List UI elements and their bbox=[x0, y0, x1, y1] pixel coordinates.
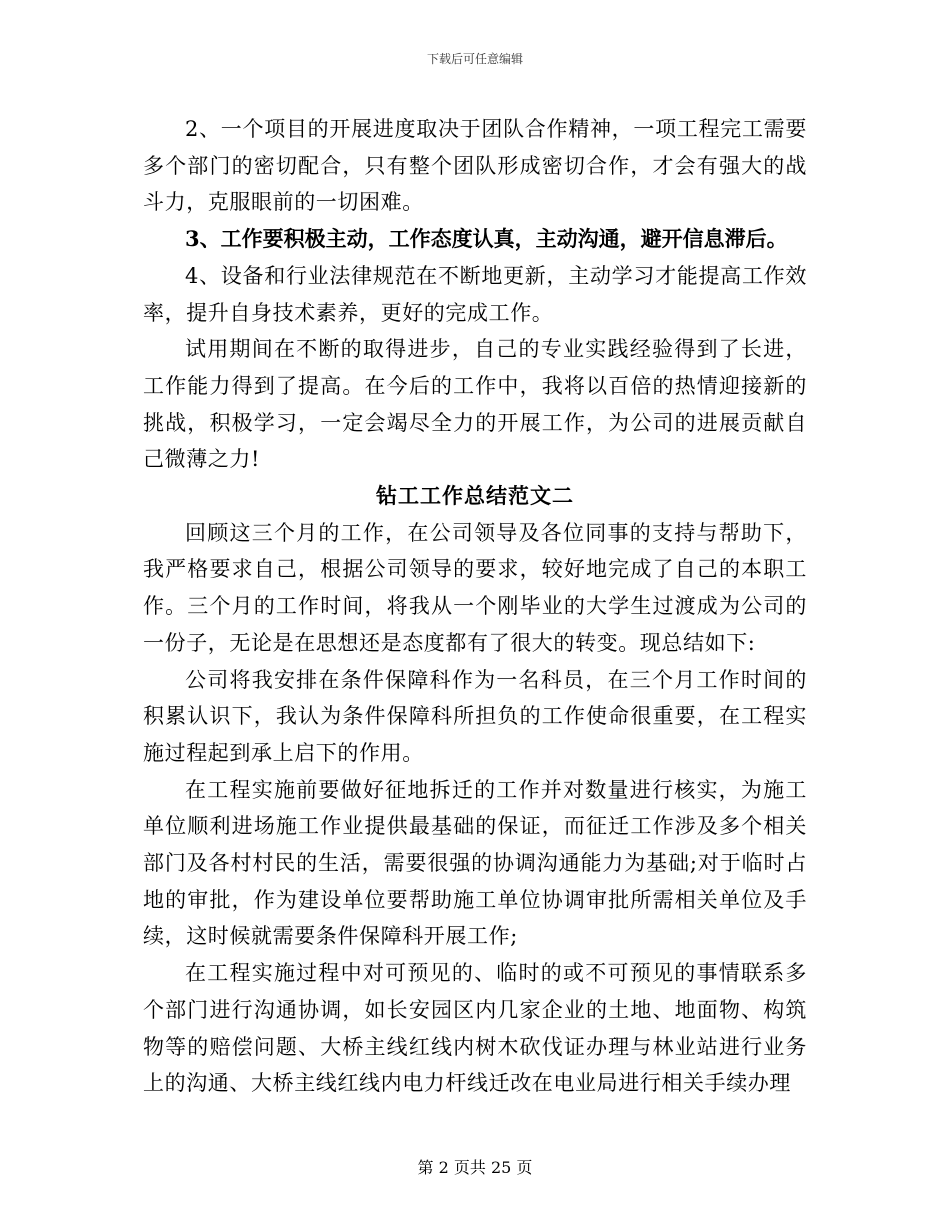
section-title: 钻工工作总结范文二 bbox=[376, 483, 574, 509]
paragraph-probation-summary: 试用期间在不断的取得进步，自己的专业实践经验得到了长进，工作能力得到了提高。在今后的工作中，我将以百倍的热情迎接新的挑战，积极学习，一定会竭尽全力的开展工作，为公司的进展贡献自己微薄之力! bbox=[143, 337, 807, 472]
document-body bbox=[143, 111, 807, 1102]
paragraph-assignment: 公司将我安排在条件保障科作为一名科员，在三个月工作时间的积累认识下，我认为条件保障科所担负的工作使命很重要，在工程实施过程起到承上启下的作用。 bbox=[143, 667, 807, 765]
paragraph-learning: 4、设备和行业法律规范在不断地更新，主动学习才能提高工作效率，提升自身技术素养，更好的完成工作。 bbox=[143, 263, 807, 325]
page-number: 第 2 页共 25 页 bbox=[417, 1158, 533, 1177]
paragraph-land-acquisition: 在工程实施前要做好征地拆迁的工作并对数量进行核实，为施工单位顺利进场施工作业提供最基础的保证，而征迁工作涉及多个相关部门及各村村民的生活，需要很强的协调沟通能力为基础;对于临时占地的审批，作为建设单位要帮助施工单位协调审批所需相关单位及手续，这时候就需要条件保障科开展工作; bbox=[143, 777, 807, 949]
page-header-note: 下载后可任意编辑 bbox=[426, 52, 523, 66]
paragraph-teamwork: 2、一个项目的开展进度取决于团队合作精神，一项工程完工需要多个部门的密切配合，只有整个团队形成密切合作，才会有强大的战斗力，克服眼前的一切困难。 bbox=[143, 117, 807, 215]
paragraph-coordination: 在工程实施过程中对可预见的、临时的或不可预见的事情联系多个部门进行沟通协调，如长安园区内几家企业的土地、地面物、构筑物等的赔偿问题、大桥主线红线内树木砍伐证办理与林业站进行业务上的沟通、大桥主线红线内电力杆线迁改在电业局进行相关手续办理 bbox=[143, 961, 807, 1096]
paragraph-proactive: 3、工作要积极主动，工作态度认真，主动沟通，避开信息滞后。 bbox=[185, 226, 788, 252]
paragraph-review: 回顾这三个月的工作，在公司领导及各位同事的支持与帮助下，我严格要求自己，根据公司领导的要求，较好地完成了自己的本职工作。三个月的工作时间，将我从一个刚毕业的大学生过渡成为公司的一份子，无论是在思想还是态度都有了很大的转变。现总结如下: bbox=[143, 520, 807, 655]
